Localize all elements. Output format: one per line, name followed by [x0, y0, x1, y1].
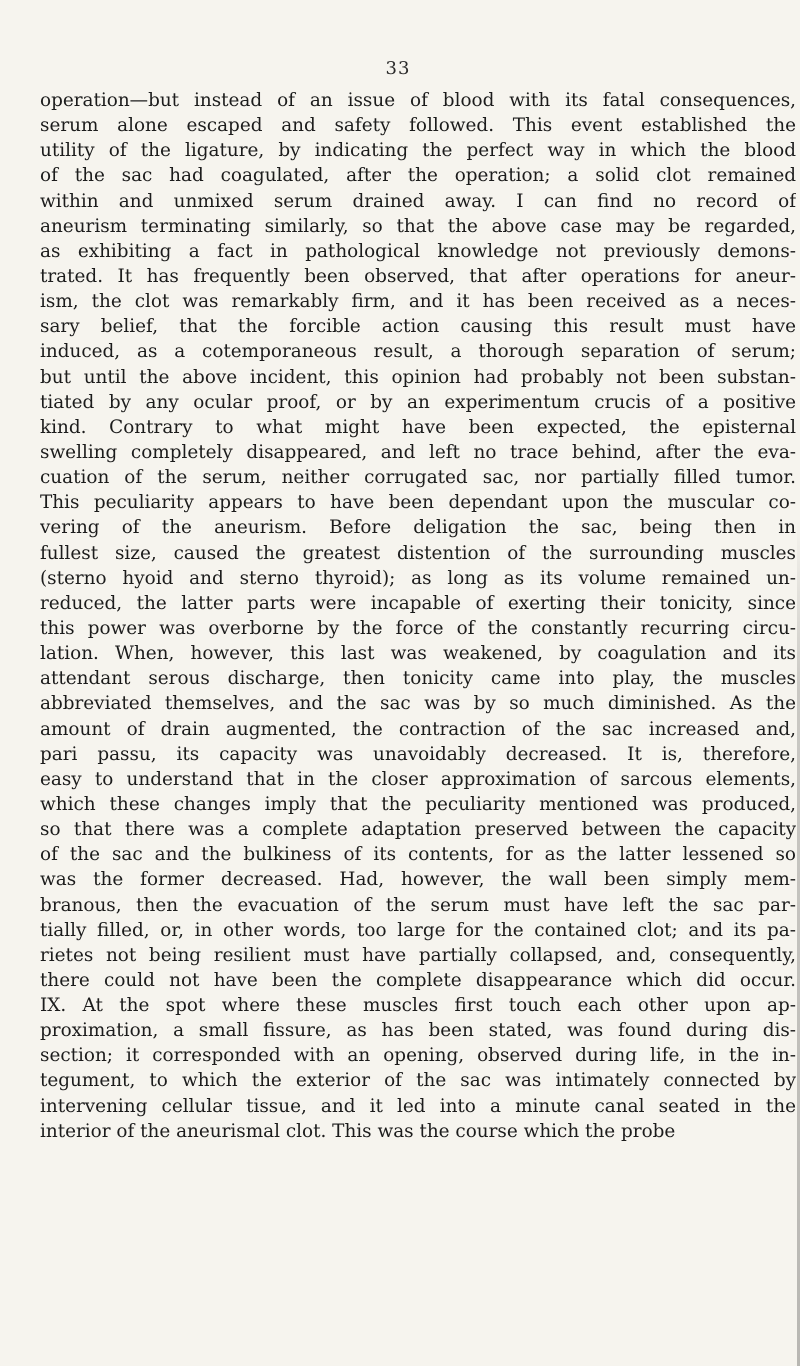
text-line: abbreviated themselves, and the sac was by so much diminished. As the — [40, 693, 796, 715]
text-line: but until the above incident, this opinion had probably not been substan- — [40, 366, 796, 388]
text-line: trated. It has frequently been observed, that after operations for aneur- — [40, 265, 796, 287]
text-line: of the sac and the bulkiness of its contents, for as the latter lessened so — [40, 844, 796, 866]
text-line: kind. Contrary to what might have been expected, the episternal — [40, 416, 796, 438]
text-line: ism, the clot was remarkably firm, and it has been received as a neces- — [40, 291, 796, 313]
text-line: section; it corresponded with an opening, observed during life, in the in- — [40, 1045, 796, 1067]
text-line: (sterno hyoid and sterno thyroid); as long as its volume remained un- — [40, 567, 796, 589]
text-line: was the former decreased. Had, however, the wall been simply mem- — [40, 869, 796, 891]
page-number: 33 — [385, 58, 411, 79]
text-line: fullest size, caused the greatest distention of the surrounding muscles — [40, 542, 796, 564]
text-line: tiated by any ocular proof, or by an experimentum crucis of a positive — [40, 391, 796, 413]
text-line: IX. At the spot where these muscles first touch each other upon ap- — [40, 995, 796, 1017]
text-line: proximation, a small fissure, as has been stated, was found during dis- — [40, 1020, 796, 1042]
text-line: which these changes imply that the peculiarity mentioned was produced, — [40, 793, 796, 815]
text-line: sary belief, that the forcible action causing this result must have — [40, 316, 796, 338]
text-line: as exhibiting a fact in pathological knowledge not previously demons- — [40, 240, 796, 262]
text-line: utility of the ligature, by indicating the perfect way in which the blood — [40, 140, 796, 162]
text-line: branous, then the evacuation of the serum must have left the sac par- — [40, 894, 796, 916]
text-line: this power was overborne by the force of the constantly recurring circu- — [40, 617, 796, 639]
text-line: attendant serous discharge, then tonicity came into play, the muscles — [40, 668, 796, 690]
text-line: induced, as a cotemporaneous result, a thorough separation of serum; — [40, 341, 796, 363]
text-line: tially filled, or, in other words, too large for the contained clot; and its pa- — [40, 919, 796, 941]
text-line: interior of the aneurismal clot. This was the course which the probe — [40, 1120, 676, 1142]
text-line: serum alone escaped and safety followed. This event established the — [40, 115, 796, 137]
body-text — [40, 88, 796, 1144]
text-line: so that there was a complete adaptation preserved between the capacity — [40, 819, 796, 841]
text-line: swelling completely disappeared, and left no trace behind, after the eva- — [40, 441, 796, 463]
text-line: reduced, the latter parts were incapable of exerting their tonicity, since — [40, 592, 796, 614]
text-line: operation—but instead of an issue of blood with its fatal consequences, — [40, 90, 796, 111]
text-line: amount of drain augmented, the contraction of the sac increased and, — [40, 718, 796, 740]
text-line: intervening cellular tissue, and it led into a minute canal seated in the — [40, 1095, 796, 1117]
text-line: vering of the aneurism. Before deligation the sac, being then in — [40, 517, 796, 539]
text-line: there could not have been the complete disappearance which did occur. — [40, 969, 796, 991]
text-line: cuation of the serum, neither corrugated sac, nor partially filled tumor. — [40, 467, 796, 489]
text-line: pari passu, its capacity was unavoidably decreased. It is, therefore, — [40, 743, 796, 765]
text-line: easy to understand that in the closer approximation of sarcous elements, — [40, 768, 796, 790]
text-line: aneurism terminating similarly, so that the above case may be regarded, — [40, 215, 796, 237]
text-line: lation. When, however, this last was weakened, by coagulation and its — [40, 643, 796, 665]
text-line: of the sac had coagulated, after the operation; a solid clot remained — [40, 165, 796, 187]
text-line: rietes not being resilient must have partially collapsed, and, consequently, — [40, 944, 796, 966]
text-line: tegument, to which the exterior of the sac was intimately connected by — [40, 1070, 796, 1092]
text-line: within and unmixed serum drained away. I can find no record of — [40, 190, 796, 212]
text-line: This peculiarity appears to have been dependant upon the muscular co- — [40, 492, 796, 514]
